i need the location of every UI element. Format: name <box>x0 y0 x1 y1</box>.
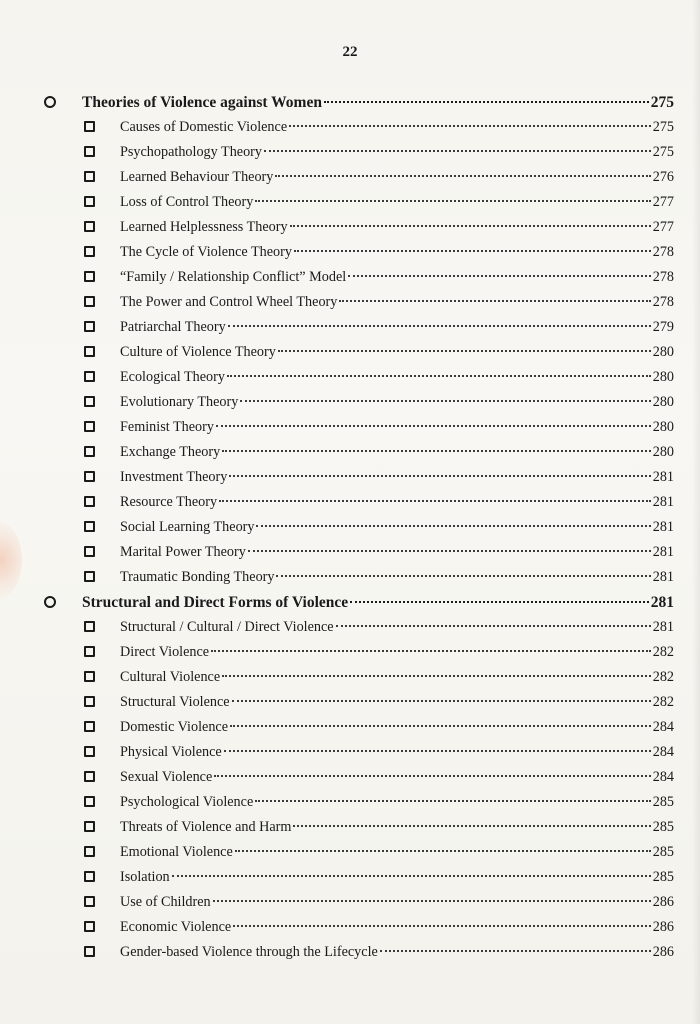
square-bullet-icon <box>84 771 95 782</box>
dot-leader <box>293 819 650 827</box>
toc-entry[interactable] <box>0 390 700 415</box>
entry-title: Learned Behaviour Theory <box>120 169 274 185</box>
entry-title: Threats of Violence and Harm <box>120 819 292 835</box>
entry-page-number: 278 <box>652 294 674 310</box>
toc-entry[interactable] <box>0 415 700 440</box>
entry-page-number: 278 <box>652 244 674 260</box>
dot-leader <box>278 344 651 352</box>
square-bullet-icon <box>84 696 95 707</box>
dot-leader <box>224 744 651 752</box>
square-bullet-icon <box>84 546 95 557</box>
entry-title: Physical Violence <box>120 744 222 760</box>
square-bullet-icon <box>84 171 95 182</box>
toc-entry[interactable] <box>0 540 700 565</box>
square-bullet-icon <box>84 271 95 282</box>
entry-page-number: 286 <box>652 944 674 960</box>
square-bullet-icon <box>84 621 95 632</box>
dot-leader <box>336 619 651 627</box>
entry-title: Exchange Theory <box>120 444 221 460</box>
entry-title: The Power and Control Wheel Theory <box>120 294 338 310</box>
entry-title: Psychological Violence <box>120 794 254 810</box>
entry-title: Loss of Control Theory <box>120 194 254 210</box>
entry-title: Investment Theory <box>120 469 228 485</box>
entry-page-number: 275 <box>652 144 674 160</box>
square-bullet-icon <box>84 896 95 907</box>
dot-leader <box>216 419 651 427</box>
square-bullet-icon <box>84 246 95 257</box>
dot-leader <box>264 144 651 152</box>
circle-bullet-icon <box>44 596 56 608</box>
entry-page-number: 281 <box>652 569 674 585</box>
toc-entry[interactable] <box>0 515 700 540</box>
entry-title: Resource Theory <box>120 494 218 510</box>
entry-title: Causes of Domestic Violence <box>120 119 288 135</box>
entry-title: Ecological Theory <box>120 369 225 385</box>
toc-entry[interactable] <box>0 940 700 965</box>
page-number: 22 <box>342 44 358 60</box>
section-page-number: 275 <box>650 94 674 111</box>
square-bullet-icon <box>84 471 95 482</box>
entry-page-number: 281 <box>652 469 674 485</box>
dot-leader <box>290 219 651 227</box>
dot-leader <box>294 244 651 252</box>
entry-page-number: 284 <box>652 719 674 735</box>
entry-page-number: 281 <box>652 619 674 635</box>
entry-title: Isolation <box>120 869 170 885</box>
entry-page-number: 280 <box>652 394 674 410</box>
toc-entry[interactable] <box>0 365 700 390</box>
section-title: Theories of Violence against Women <box>82 94 322 111</box>
toc-entry[interactable] <box>0 290 700 315</box>
entry-page-number: 279 <box>652 319 674 335</box>
toc-entry[interactable] <box>0 665 700 690</box>
entry-page-number: 286 <box>652 894 674 910</box>
entry-title: Patriarchal Theory <box>120 319 226 335</box>
square-bullet-icon <box>84 321 95 332</box>
entry-title: The Cycle of Violence Theory <box>120 244 292 260</box>
dot-leader <box>233 919 651 927</box>
entry-title: Cultural Violence <box>120 669 221 685</box>
toc-entry[interactable] <box>0 765 700 790</box>
toc-entry[interactable] <box>0 490 700 515</box>
entry-page-number: 285 <box>652 869 674 885</box>
square-bullet-icon <box>84 871 95 882</box>
toc-entry[interactable] <box>0 165 700 190</box>
toc-entry[interactable] <box>0 340 700 365</box>
dot-leader <box>222 444 651 452</box>
entry-page-number: 284 <box>652 769 674 785</box>
dot-leader <box>211 644 651 652</box>
square-bullet-icon <box>84 946 95 957</box>
entry-page-number: 278 <box>652 269 674 285</box>
square-bullet-icon <box>84 721 95 732</box>
entry-page-number: 281 <box>652 544 674 560</box>
entry-page-number: 277 <box>652 219 674 235</box>
dot-leader <box>219 494 651 502</box>
entry-page-number: 280 <box>652 444 674 460</box>
square-bullet-icon <box>84 521 95 532</box>
entry-page-number: 282 <box>652 694 674 710</box>
entry-title: Social Learning Theory <box>120 519 255 535</box>
entry-title: Sexual Violence <box>120 769 213 785</box>
dot-leader <box>275 169 650 177</box>
toc-entry[interactable] <box>0 190 700 215</box>
square-bullet-icon <box>84 396 95 407</box>
toc-entry[interactable] <box>0 790 700 815</box>
toc-entry[interactable] <box>0 840 700 865</box>
toc-entry[interactable] <box>0 865 700 890</box>
toc-section <box>0 590 700 965</box>
entry-title: Gender-based Violence through the Lifecycle <box>120 944 378 960</box>
entry-page-number: 282 <box>652 669 674 685</box>
dot-leader <box>350 595 649 603</box>
toc-entry[interactable] <box>0 440 700 465</box>
entry-page-number: 280 <box>652 344 674 360</box>
dot-leader <box>255 194 650 202</box>
toc-entry[interactable] <box>0 240 700 265</box>
entry-page-number: 276 <box>652 169 674 185</box>
dot-leader <box>235 844 651 852</box>
entry-title: Evolutionary Theory <box>120 394 239 410</box>
square-bullet-icon <box>84 821 95 832</box>
square-bullet-icon <box>84 446 95 457</box>
entry-title: Domestic Violence <box>120 719 229 735</box>
toc-entry[interactable] <box>0 690 700 715</box>
square-bullet-icon <box>84 646 95 657</box>
square-bullet-icon <box>84 746 95 757</box>
entry-title: Feminist Theory <box>120 419 214 435</box>
dot-leader <box>227 369 651 377</box>
entry-title: Learned Helplessness Theory <box>120 219 288 235</box>
dot-leader <box>348 269 651 277</box>
entry-page-number: 275 <box>652 119 674 135</box>
entry-page-number: 281 <box>652 519 674 535</box>
dot-leader <box>248 544 651 552</box>
entry-page-number: 281 <box>652 494 674 510</box>
entry-title: Use of Children <box>120 894 211 910</box>
circle-bullet-icon <box>44 96 56 108</box>
toc-entry[interactable] <box>0 640 700 665</box>
dot-leader <box>230 719 651 727</box>
dot-leader <box>256 519 650 527</box>
toc-entry[interactable] <box>0 265 700 290</box>
toc-entry[interactable] <box>0 915 700 940</box>
section-page-number: 281 <box>650 594 674 611</box>
square-bullet-icon <box>84 796 95 807</box>
dot-leader <box>228 319 651 327</box>
toc-entry[interactable] <box>0 815 700 840</box>
entry-title: Psychopathology Theory <box>120 144 262 160</box>
dot-leader <box>229 469 650 477</box>
entry-page-number: 280 <box>652 419 674 435</box>
square-bullet-icon <box>84 221 95 232</box>
toc-section-heading[interactable] <box>0 590 700 615</box>
toc-entry[interactable] <box>0 465 700 490</box>
square-bullet-icon <box>84 146 95 157</box>
dot-leader <box>214 769 650 777</box>
toc-entry[interactable] <box>0 890 700 915</box>
entry-page-number: 285 <box>652 819 674 835</box>
entry-title: Traumatic Bonding Theory <box>120 569 275 585</box>
table-of-contents <box>0 90 700 965</box>
entry-page-number: 280 <box>652 369 674 385</box>
square-bullet-icon <box>84 121 95 132</box>
toc-entry[interactable] <box>0 140 700 165</box>
entry-page-number: 277 <box>652 194 674 210</box>
entry-page-number: 286 <box>652 919 674 935</box>
square-bullet-icon <box>84 421 95 432</box>
toc-entry[interactable] <box>0 715 700 740</box>
square-bullet-icon <box>84 296 95 307</box>
section-title: Structural and Direct Forms of Violence <box>82 594 349 611</box>
toc-section-heading[interactable] <box>0 90 700 115</box>
entry-page-number: 285 <box>652 844 674 860</box>
dot-leader <box>380 944 651 952</box>
entry-title: Direct Violence <box>120 644 210 660</box>
entry-page-number: 282 <box>652 644 674 660</box>
entry-title: Culture of Violence Theory <box>120 344 276 360</box>
square-bullet-icon <box>84 671 95 682</box>
square-bullet-icon <box>84 846 95 857</box>
toc-entry[interactable] <box>0 740 700 765</box>
dot-leader <box>172 869 651 877</box>
square-bullet-icon <box>84 571 95 582</box>
entry-title: Marital Power Theory <box>120 544 246 560</box>
square-bullet-icon <box>84 196 95 207</box>
dot-leader <box>213 894 651 902</box>
dot-leader <box>232 694 651 702</box>
entry-title: Structural / Cultural / Direct Violence <box>120 619 334 635</box>
dot-leader <box>324 95 649 103</box>
toc-entry[interactable] <box>0 615 700 640</box>
dot-leader <box>222 669 651 677</box>
toc-section <box>0 90 700 590</box>
entry-page-number: 285 <box>652 794 674 810</box>
toc-entry[interactable] <box>0 315 700 340</box>
dot-leader <box>240 394 650 402</box>
entry-title: Economic Violence <box>120 919 232 935</box>
dot-leader <box>339 294 650 302</box>
entry-title: Structural Violence <box>120 694 230 710</box>
toc-entry[interactable] <box>0 565 700 590</box>
entry-title: Emotional Violence <box>120 844 233 860</box>
square-bullet-icon <box>84 921 95 932</box>
entry-title: “Family / Relationship Conflict” Model <box>120 269 347 285</box>
entry-page-number: 284 <box>652 744 674 760</box>
toc-entry[interactable] <box>0 115 700 140</box>
dot-leader <box>289 119 651 127</box>
dot-leader <box>276 569 650 577</box>
dot-leader <box>255 794 650 802</box>
square-bullet-icon <box>84 496 95 507</box>
toc-entry[interactable] <box>0 215 700 240</box>
square-bullet-icon <box>84 346 95 357</box>
square-bullet-icon <box>84 371 95 382</box>
